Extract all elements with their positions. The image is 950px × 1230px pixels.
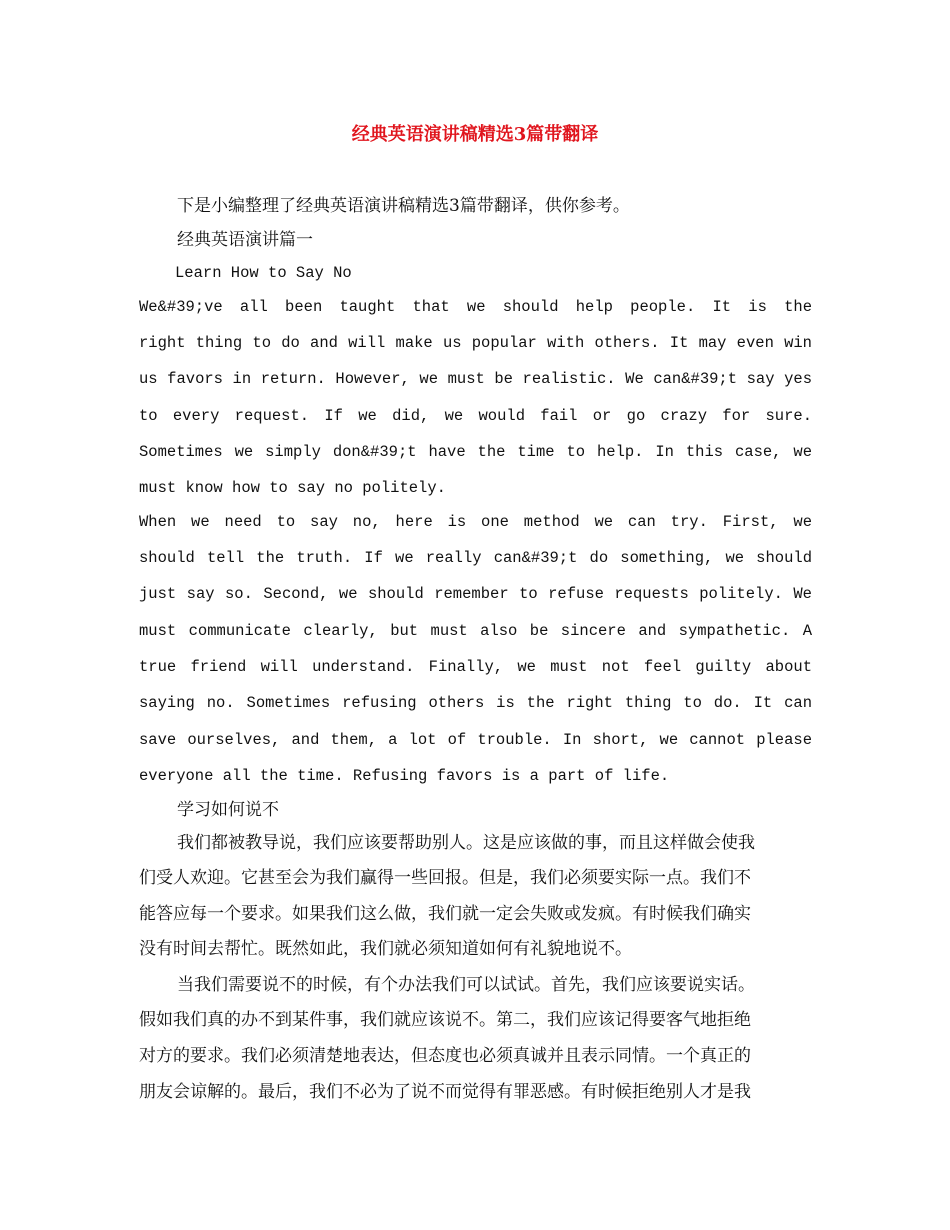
cn-para1-line: 我们都被教导说，我们应该要帮助别人。这是应该做的事，而且这样做会使我 xyxy=(177,833,755,853)
intro-paragraph: 下是小编整理了经典英语演讲稿精选3篇带翻译，供你参考。 xyxy=(177,196,630,216)
en-para2-line: just say so. Second, we should remember to refuse requests politely. We xyxy=(139,585,812,603)
cn-para2-line: 当我们需要说不的时候，有个办法我们可以试试。首先，我们应该要说实话。 xyxy=(177,975,755,995)
speech-title-en: Learn How to Say No xyxy=(175,264,352,282)
cn-para2-line: 朋友会谅解的。最后，我们不必为了说不而觉得有罪恶感。有时候拒绝别人才是我 xyxy=(139,1082,751,1102)
cn-para2-line: 对方的要求。我们必须清楚地表达，但态度也必须真诚并且表示同情。一个真正的 xyxy=(139,1046,751,1066)
en-para1-line: to every request. If we did, we would fail or go crazy for sure. xyxy=(139,407,812,425)
en-para1-line: We&#39;ve all been taught that we should help people. It is the xyxy=(139,298,812,316)
en-para1-line: us favors in return. However, we must be realistic. We can&#39;t say yes xyxy=(139,370,812,388)
document-title: 经典英语演讲稿精选3篇带翻译 xyxy=(351,124,599,145)
section-heading: 经典英语演讲篇一 xyxy=(177,230,313,250)
en-para2-line: saying no. Sometimes refusing others is the right thing to do. It can xyxy=(139,694,812,712)
cn-para1-line: 能答应每一个要求。如果我们这么做，我们就一定会失败或发疯。有时候我们确实 xyxy=(139,904,751,924)
en-para2-line: everyone all the time. Refusing favors is a part of life. xyxy=(139,767,670,785)
translation-title: 学习如何说不 xyxy=(177,800,279,820)
en-para1-line: Sometimes we simply don&#39;t have the time to help. In this case, we xyxy=(139,443,812,461)
en-para2-line: must communicate clearly, but must also be sincere and sympathetic. A xyxy=(139,622,812,640)
cn-para1-line: 没有时间去帮忙。既然如此，我们就必须知道如何有礼貌地说不。 xyxy=(139,939,632,959)
en-para2-line: save ourselves, and them, a lot of trouble. In short, we cannot please xyxy=(139,731,812,749)
en-para2-line: should tell the truth. If we really can&#39;t do something, we should xyxy=(139,549,812,567)
en-para1-line: right thing to do and will make us popular with others. It may even win xyxy=(139,334,812,352)
cn-para1-line: 们受人欢迎。它甚至会为我们赢得一些回报。但是，我们必须要实际一点。我们不 xyxy=(139,868,751,888)
cn-para2-line: 假如我们真的办不到某件事，我们就应该说不。第二，我们应该记得要客气地拒绝 xyxy=(139,1010,751,1030)
en-para2-line: true friend will understand. Finally, we must not feel guilty about xyxy=(139,658,812,676)
en-para2-line: When we need to say no, here is one method we can try. First, we xyxy=(139,513,812,531)
en-para1-line: must know how to say no politely. xyxy=(139,479,446,497)
